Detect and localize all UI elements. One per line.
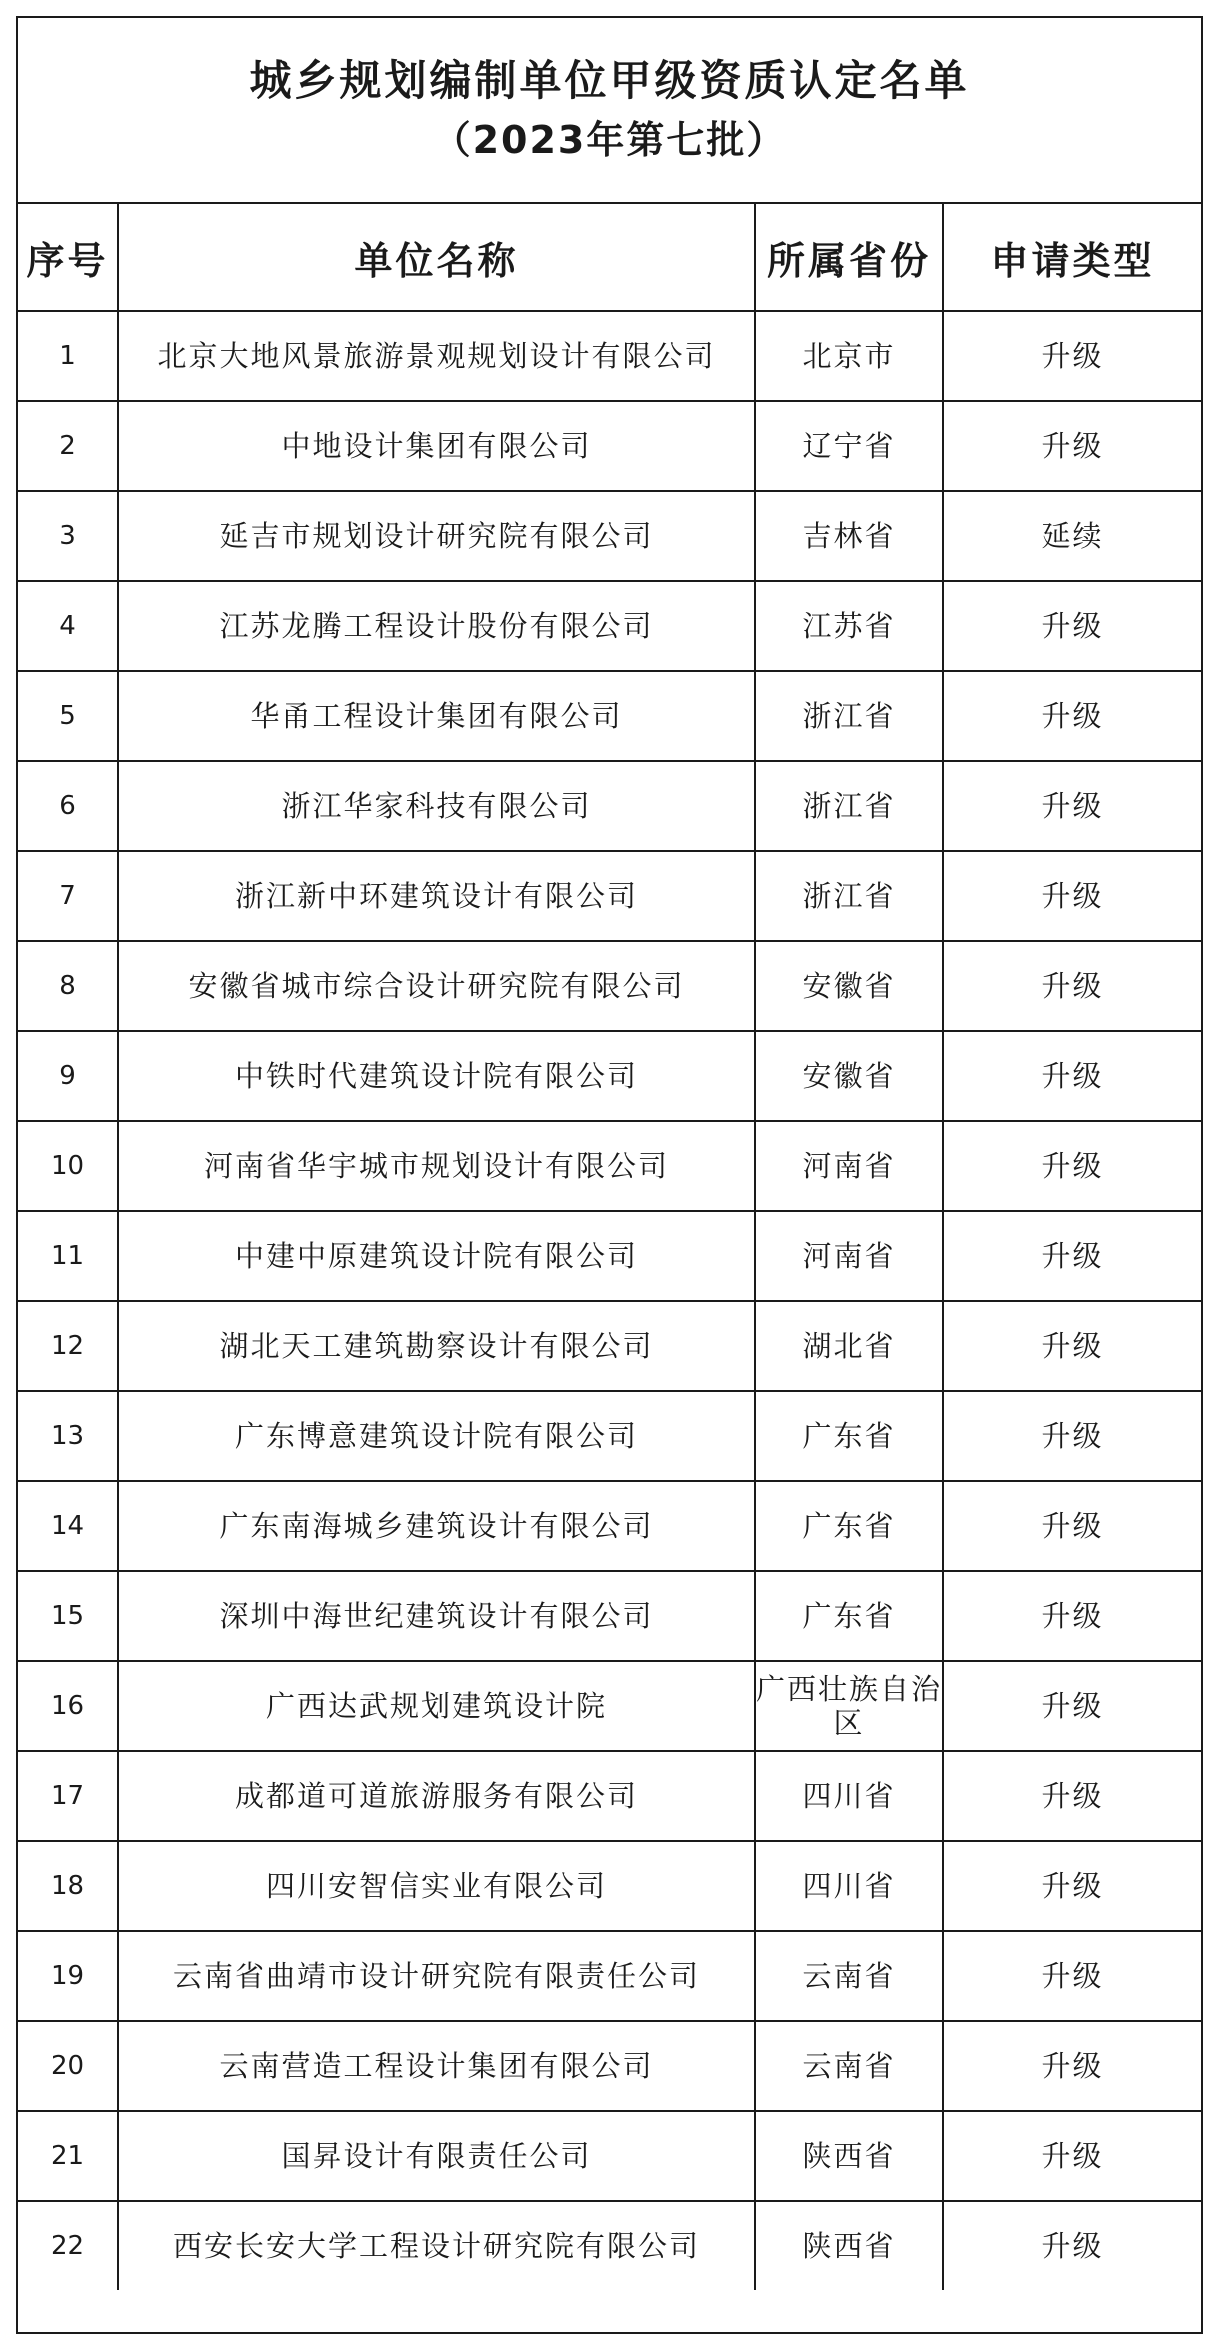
province: 广东省 [755, 1391, 943, 1481]
unit-name: 云南营造工程设计集团有限公司 [118, 2021, 755, 2111]
table-row [18, 1571, 1201, 1661]
province: 吉林省 [755, 491, 943, 581]
row-number: 2 [18, 401, 118, 491]
row-number: 3 [18, 491, 118, 581]
table-row [18, 401, 1201, 491]
row-number: 6 [18, 761, 118, 851]
province: 浙江省 [755, 761, 943, 851]
table-row [18, 671, 1201, 761]
unit-name: 广东南海城乡建筑设计有限公司 [118, 1481, 755, 1571]
unit-name: 浙江新中环建筑设计有限公司 [118, 851, 755, 941]
province: 广西壮族自治区 [755, 1661, 943, 1751]
unit-name: 云南省曲靖市设计研究院有限责任公司 [118, 1931, 755, 2021]
table-row [18, 1031, 1201, 1121]
table-row [18, 851, 1201, 941]
row-number: 9 [18, 1031, 118, 1121]
province: 湖北省 [755, 1301, 943, 1391]
column-header-type: 申请类型 [943, 204, 1201, 311]
unit-name: 浙江华家科技有限公司 [118, 761, 755, 851]
table-row [18, 2201, 1201, 2290]
province: 广东省 [755, 1481, 943, 1571]
application-type: 升级 [943, 671, 1201, 761]
column-header-province: 所属省份 [755, 204, 943, 311]
table-row [18, 1751, 1201, 1841]
unit-name: 中地设计集团有限公司 [118, 401, 755, 491]
application-type: 延续 [943, 491, 1201, 581]
province: 陕西省 [755, 2201, 943, 2290]
application-type: 升级 [943, 401, 1201, 491]
application-type: 升级 [943, 1391, 1201, 1481]
row-number: 7 [18, 851, 118, 941]
unit-name: 北京大地风景旅游景观规划设计有限公司 [118, 311, 755, 401]
table-header-row [18, 204, 1201, 311]
unit-name: 延吉市规划设计研究院有限公司 [118, 491, 755, 581]
row-number: 8 [18, 941, 118, 1031]
province: 辽宁省 [755, 401, 943, 491]
row-number: 1 [18, 311, 118, 401]
province: 云南省 [755, 2021, 943, 2111]
row-number: 14 [18, 1481, 118, 1571]
table-row [18, 1931, 1201, 2021]
column-header-name: 单位名称 [118, 204, 755, 311]
application-type: 升级 [943, 2201, 1201, 2290]
application-type: 升级 [943, 2111, 1201, 2201]
table-row [18, 941, 1201, 1031]
province: 河南省 [755, 1121, 943, 1211]
table-row [18, 491, 1201, 581]
application-type: 升级 [943, 1841, 1201, 1931]
row-number: 18 [18, 1841, 118, 1931]
unit-name: 成都道可道旅游服务有限公司 [118, 1751, 755, 1841]
province: 江苏省 [755, 581, 943, 671]
application-type: 升级 [943, 1751, 1201, 1841]
document-subtitle: （2023年第七批） [432, 118, 787, 162]
row-number: 11 [18, 1211, 118, 1301]
row-number: 19 [18, 1931, 118, 2021]
unit-name: 广东博意建筑设计院有限公司 [118, 1391, 755, 1481]
row-number: 4 [18, 581, 118, 671]
table-row [18, 1661, 1201, 1751]
application-type: 升级 [943, 1931, 1201, 2021]
row-number: 15 [18, 1571, 118, 1661]
document-sheet [16, 16, 1203, 2334]
province: 云南省 [755, 1931, 943, 2021]
table-row [18, 761, 1201, 851]
application-type: 升级 [943, 311, 1201, 401]
table-row [18, 1481, 1201, 1571]
row-number: 20 [18, 2021, 118, 2111]
table-row [18, 1391, 1201, 1481]
row-number: 17 [18, 1751, 118, 1841]
unit-name: 国昇设计有限责任公司 [118, 2111, 755, 2201]
province: 四川省 [755, 1751, 943, 1841]
column-header-no: 序号 [18, 204, 118, 311]
province: 陕西省 [755, 2111, 943, 2201]
row-number: 21 [18, 2111, 118, 2201]
table-row [18, 2021, 1201, 2111]
province: 浙江省 [755, 671, 943, 761]
application-type: 升级 [943, 1571, 1201, 1661]
application-type: 升级 [943, 761, 1201, 851]
row-number: 12 [18, 1301, 118, 1391]
table-row [18, 1301, 1201, 1391]
province: 安徽省 [755, 1031, 943, 1121]
application-type: 升级 [943, 1211, 1201, 1301]
table-body [18, 311, 1201, 2290]
row-number: 22 [18, 2201, 118, 2290]
unit-name: 江苏龙腾工程设计股份有限公司 [118, 581, 755, 671]
province: 浙江省 [755, 851, 943, 941]
unit-name: 中建中原建筑设计院有限公司 [118, 1211, 755, 1301]
table-row [18, 1121, 1201, 1211]
application-type: 升级 [943, 1301, 1201, 1391]
row-number: 13 [18, 1391, 118, 1481]
application-type: 升级 [943, 941, 1201, 1031]
application-type: 升级 [943, 581, 1201, 671]
row-number: 5 [18, 671, 118, 761]
unit-name: 西安长安大学工程设计研究院有限公司 [118, 2201, 755, 2290]
unit-name: 深圳中海世纪建筑设计有限公司 [118, 1571, 755, 1661]
province: 广东省 [755, 1571, 943, 1661]
unit-name: 广西达武规划建筑设计院 [118, 1661, 755, 1751]
application-type: 升级 [943, 2021, 1201, 2111]
row-number: 16 [18, 1661, 118, 1751]
table-row [18, 581, 1201, 671]
title-block [18, 18, 1201, 204]
province: 四川省 [755, 1841, 943, 1931]
unit-name: 安徽省城市综合设计研究院有限公司 [118, 941, 755, 1031]
application-type: 升级 [943, 1661, 1201, 1751]
unit-name: 河南省华宇城市规划设计有限公司 [118, 1121, 755, 1211]
table-row [18, 1841, 1201, 1931]
province: 安徽省 [755, 941, 943, 1031]
application-type: 升级 [943, 1481, 1201, 1571]
unit-name: 四川安智信实业有限公司 [118, 1841, 755, 1931]
application-type: 升级 [943, 1031, 1201, 1121]
unit-name: 湖北天工建筑勘察设计有限公司 [118, 1301, 755, 1391]
application-type: 升级 [943, 1121, 1201, 1211]
qualification-table [18, 204, 1201, 2290]
table-row [18, 2111, 1201, 2201]
table-row [18, 311, 1201, 401]
document-title: 城乡规划编制单位甲级资质认定名单 [249, 56, 970, 105]
province: 河南省 [755, 1211, 943, 1301]
province: 北京市 [755, 311, 943, 401]
table-row [18, 1211, 1201, 1301]
unit-name: 中铁时代建筑设计院有限公司 [118, 1031, 755, 1121]
row-number: 10 [18, 1121, 118, 1211]
application-type: 升级 [943, 851, 1201, 941]
unit-name: 华甬工程设计集团有限公司 [118, 671, 755, 761]
